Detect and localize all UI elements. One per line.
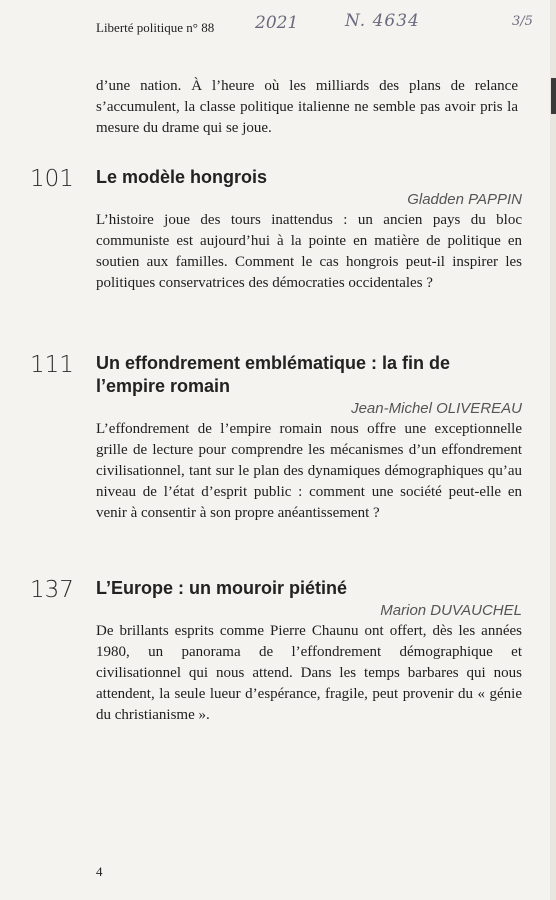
handwritten-year: 2021 (255, 13, 299, 33)
article-description: L’effondrement de l’empire romain nous offre une exceptionnelle grille de lecture pour comprendre les mécanismes d’un effondrement civilisationnel, tant sur le plan des dynamiques démographiques qu’au niveau de l’état d’esprit public : comment une société peut-elle en venir à consentir à son propre anéantissement ? (96, 421, 522, 521)
article-page-number: 137 (30, 577, 74, 603)
article-description: L’histoire joue des tours inattendus : un ancien pays du bloc communiste est aujourd’hui à la pointe en matière de politique en soutien aux familles. Comment le cas hongrois peut-il inspirer les politiques conservatrices des démocraties occidentales ? (96, 212, 522, 291)
article-author: Gladden PAPPIN (407, 191, 522, 208)
article-page-number: 111 (30, 352, 74, 378)
article-entry (30, 166, 522, 294)
handwritten-reference: N. 4634 (345, 11, 420, 31)
article-entry (30, 577, 522, 726)
article-description: De brillants esprits comme Pierre Chaunu ont offert, dès les années 1980, un panorama de l’effondrement démographique et civilisationnel qui nous attend. Dans les temps barbares qui nous attendent, la seule lueur d’espérance, fragile, peut provenir du « génie du christianisme ». (96, 623, 522, 723)
running-header: Liberté politique n° 88 (96, 20, 215, 35)
article-author: Marion DUVAUCHEL (380, 602, 522, 619)
article-title: L’Europe : un mouroir piétiné (96, 578, 348, 598)
handwritten-page-mark: 3/5 (512, 14, 533, 29)
article-page-number: 101 (30, 166, 74, 192)
article-title: Le modèle hongrois (96, 167, 268, 187)
article-author: Jean-Michel OLIVEREAU (351, 400, 522, 417)
page-edge-tab (551, 78, 556, 114)
intro-paragraph: d’une nation. À l’heure où les milliards des plans de relance s’accumulent, la classe politique italienne ne semble pas avoir pris la mesure du drame qui se joue. (96, 78, 518, 136)
page-edge (550, 0, 556, 900)
page-number: 4 (96, 864, 103, 879)
article-entry (30, 352, 522, 524)
article-title: Un effondrement emblématique : la fin de l’empire romain (96, 353, 451, 396)
